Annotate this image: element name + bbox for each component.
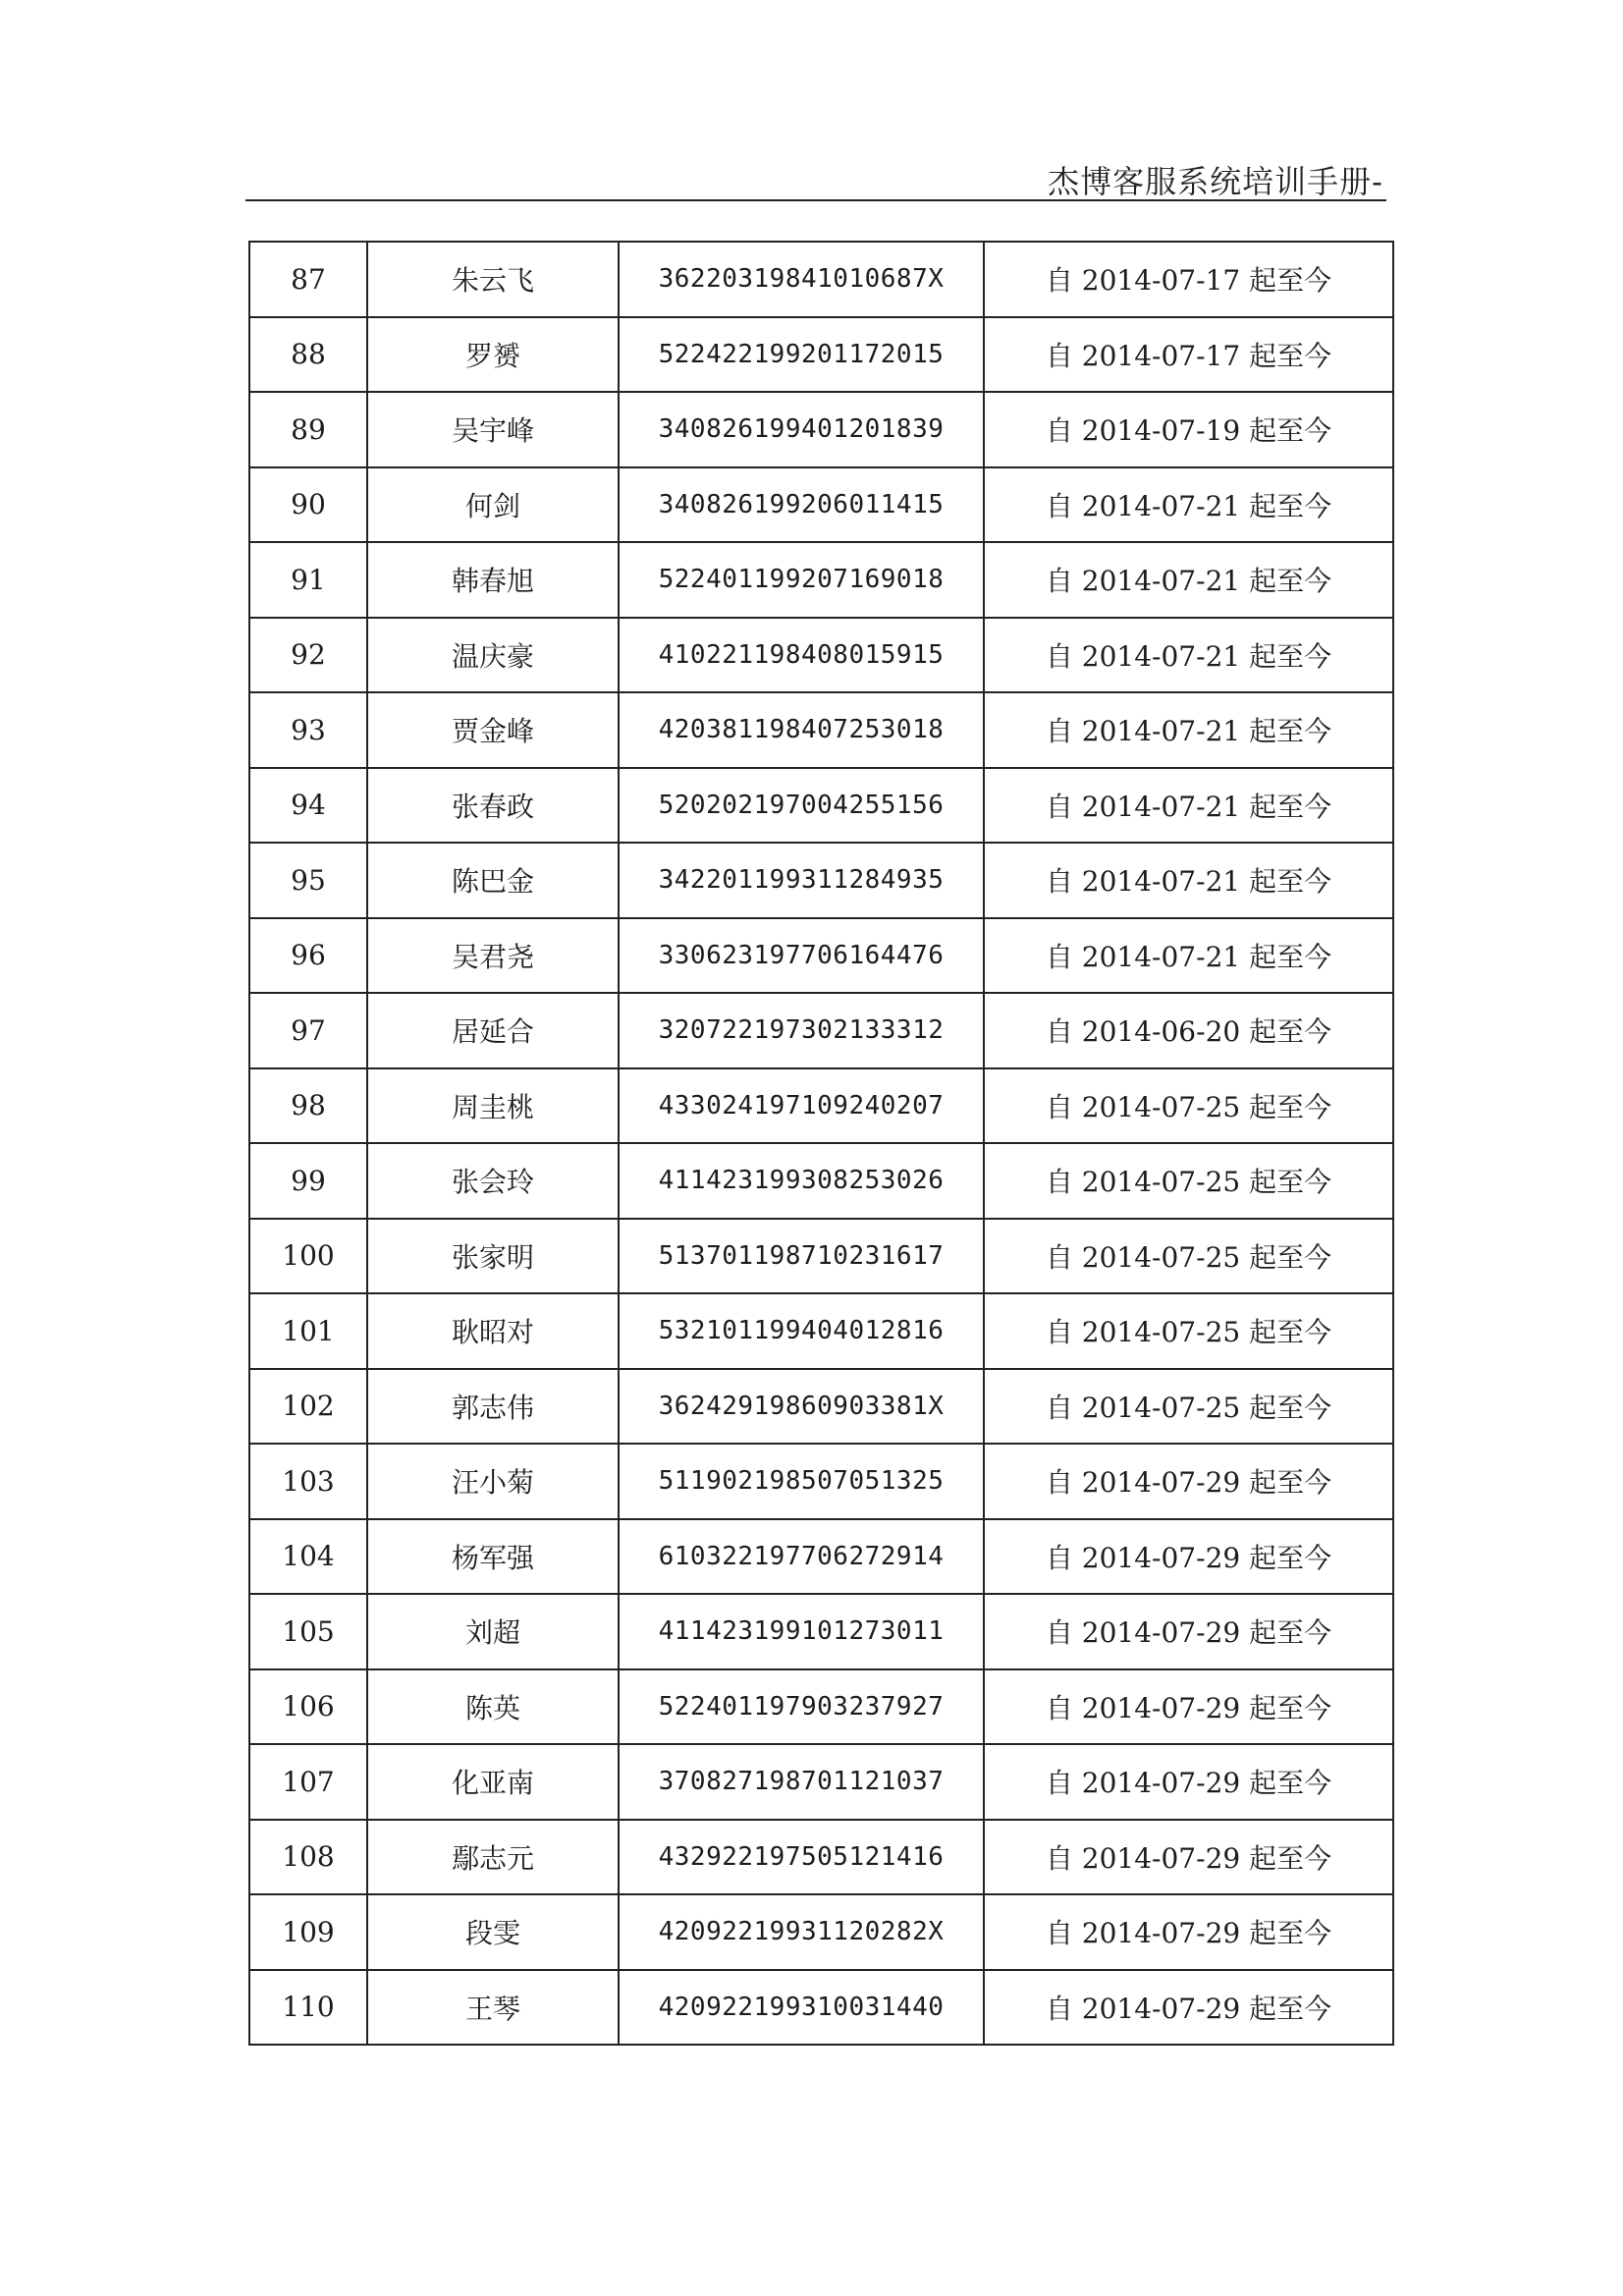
row-number-cell: 88	[249, 317, 367, 393]
employment-period-cell: 自 2014-07-21 起至今	[984, 918, 1393, 994]
employee-name-cell: 刘超	[367, 1594, 619, 1669]
employee-name-cell: 陈巴金	[367, 843, 619, 918]
row-number-cell: 91	[249, 542, 367, 618]
employee-name-cell: 郭志伟	[367, 1369, 619, 1445]
employment-period-cell: 自 2014-07-29 起至今	[984, 1594, 1393, 1669]
employment-period-cell: 自 2014-07-21 起至今	[984, 692, 1393, 768]
table-row	[249, 542, 1393, 618]
table-row	[249, 618, 1393, 693]
id-number-cell: 610322197706272914	[619, 1519, 984, 1595]
id-number-cell: 522401197903237927	[619, 1669, 984, 1745]
id-number-cell: 342201199311284935	[619, 843, 984, 918]
roster-table-body	[249, 242, 1393, 2045]
id-number-cell: 42092219931120282X	[619, 1894, 984, 1970]
row-number-cell: 107	[249, 1744, 367, 1820]
table-row	[249, 242, 1393, 317]
id-number-cell: 420381198407253018	[619, 692, 984, 768]
employment-period-cell: 自 2014-07-29 起至今	[984, 1669, 1393, 1745]
employment-period-cell: 自 2014-07-25 起至今	[984, 1068, 1393, 1144]
employee-name-cell: 杨军强	[367, 1519, 619, 1595]
row-number-cell: 95	[249, 843, 367, 918]
employee-name-cell: 耿昭对	[367, 1293, 619, 1369]
employee-name-cell: 汪小菊	[367, 1444, 619, 1519]
id-number-cell: 330623197706164476	[619, 918, 984, 994]
table-row	[249, 1519, 1393, 1595]
employee-name-cell: 罗赟	[367, 317, 619, 393]
table-row	[249, 768, 1393, 844]
id-number-cell: 420922199310031440	[619, 1970, 984, 2046]
row-number-cell: 93	[249, 692, 367, 768]
employee-name-cell: 周圭桃	[367, 1068, 619, 1144]
id-number-cell: 320722197302133312	[619, 993, 984, 1068]
employee-name-cell: 温庆豪	[367, 618, 619, 693]
employee-name-cell: 何剑	[367, 467, 619, 543]
employee-name-cell: 王琴	[367, 1970, 619, 2046]
employment-period-cell: 自 2014-07-17 起至今	[984, 242, 1393, 317]
table-row	[249, 918, 1393, 994]
roster-table	[248, 241, 1394, 2046]
employment-period-cell: 自 2014-06-20 起至今	[984, 993, 1393, 1068]
id-number-cell: 411423199101273011	[619, 1594, 984, 1669]
employee-name-cell: 张春政	[367, 768, 619, 844]
table-row	[249, 1143, 1393, 1219]
table-row	[249, 1219, 1393, 1294]
id-number-cell: 340826199401201839	[619, 392, 984, 467]
row-number-cell: 105	[249, 1594, 367, 1669]
id-number-cell: 411423199308253026	[619, 1143, 984, 1219]
employee-name-cell: 陈英	[367, 1669, 619, 1745]
employment-period-cell: 自 2014-07-29 起至今	[984, 1444, 1393, 1519]
row-number-cell: 90	[249, 467, 367, 543]
employee-name-cell: 张家明	[367, 1219, 619, 1294]
table-row	[249, 1444, 1393, 1519]
employee-name-cell: 张会玲	[367, 1143, 619, 1219]
table-row	[249, 1744, 1393, 1820]
header-title: 杰博客服系统培训手册-	[1048, 163, 1383, 200]
row-number-cell: 89	[249, 392, 367, 467]
employment-period-cell: 自 2014-07-21 起至今	[984, 618, 1393, 693]
employee-name-cell: 朱云飞	[367, 242, 619, 317]
employment-period-cell: 自 2014-07-25 起至今	[984, 1143, 1393, 1219]
id-number-cell: 520202197004255156	[619, 768, 984, 844]
employment-period-cell: 自 2014-07-17 起至今	[984, 317, 1393, 393]
row-number-cell: 104	[249, 1519, 367, 1595]
table-row	[249, 392, 1393, 467]
id-number-cell: 513701198710231617	[619, 1219, 984, 1294]
employment-period-cell: 自 2014-07-29 起至今	[984, 1519, 1393, 1595]
employment-period-cell: 自 2014-07-19 起至今	[984, 392, 1393, 467]
table-row	[249, 1669, 1393, 1745]
header-rule	[245, 199, 1386, 201]
employee-name-cell: 居延合	[367, 993, 619, 1068]
table-row	[249, 993, 1393, 1068]
id-number-cell: 511902198507051325	[619, 1444, 984, 1519]
table-row	[249, 1068, 1393, 1144]
table-row	[249, 843, 1393, 918]
table-row	[249, 1894, 1393, 1970]
table-row	[249, 1820, 1393, 1895]
id-number-cell: 433024197109240207	[619, 1068, 984, 1144]
row-number-cell: 92	[249, 618, 367, 693]
row-number-cell: 96	[249, 918, 367, 994]
row-number-cell: 109	[249, 1894, 367, 1970]
row-number-cell: 97	[249, 993, 367, 1068]
row-number-cell: 94	[249, 768, 367, 844]
employment-period-cell: 自 2014-07-21 起至今	[984, 768, 1393, 844]
table-row	[249, 692, 1393, 768]
row-number-cell: 99	[249, 1143, 367, 1219]
employee-name-cell: 段雯	[367, 1894, 619, 1970]
row-number-cell: 102	[249, 1369, 367, 1445]
row-number-cell: 100	[249, 1219, 367, 1294]
table-row	[249, 1594, 1393, 1669]
employee-name-cell: 贾金峰	[367, 692, 619, 768]
id-number-cell: 532101199404012816	[619, 1293, 984, 1369]
table-row	[249, 1293, 1393, 1369]
id-number-cell: 370827198701121037	[619, 1744, 984, 1820]
id-number-cell: 410221198408015915	[619, 618, 984, 693]
row-number-cell: 106	[249, 1669, 367, 1745]
employment-period-cell: 自 2014-07-29 起至今	[984, 1970, 1393, 2046]
employment-period-cell: 自 2014-07-29 起至今	[984, 1894, 1393, 1970]
employee-name-cell: 鄢志元	[367, 1820, 619, 1895]
row-number-cell: 98	[249, 1068, 367, 1144]
employee-name-cell: 韩春旭	[367, 542, 619, 618]
employee-name-cell: 吴君尧	[367, 918, 619, 994]
id-number-cell: 432922197505121416	[619, 1820, 984, 1895]
employment-period-cell: 自 2014-07-21 起至今	[984, 467, 1393, 543]
employment-period-cell: 自 2014-07-25 起至今	[984, 1369, 1393, 1445]
id-number-cell: 522401199207169018	[619, 542, 984, 618]
employment-period-cell: 自 2014-07-21 起至今	[984, 843, 1393, 918]
table-row	[249, 317, 1393, 393]
employment-period-cell: 自 2014-07-25 起至今	[984, 1293, 1393, 1369]
employment-period-cell: 自 2014-07-25 起至今	[984, 1219, 1393, 1294]
row-number-cell: 110	[249, 1970, 367, 2046]
table-row	[249, 1369, 1393, 1445]
employment-period-cell: 自 2014-07-29 起至今	[984, 1820, 1393, 1895]
employment-period-cell: 自 2014-07-29 起至今	[984, 1744, 1393, 1820]
id-number-cell: 522422199201172015	[619, 317, 984, 393]
employment-period-cell: 自 2014-07-21 起至今	[984, 542, 1393, 618]
row-number-cell: 108	[249, 1820, 367, 1895]
row-number-cell: 101	[249, 1293, 367, 1369]
row-number-cell: 103	[249, 1444, 367, 1519]
employee-name-cell: 化亚南	[367, 1744, 619, 1820]
employee-name-cell: 吴宇峰	[367, 392, 619, 467]
id-number-cell: 36242919860903381X	[619, 1369, 984, 1445]
row-number-cell: 87	[249, 242, 367, 317]
id-number-cell: 36220319841010687X	[619, 242, 984, 317]
table-row	[249, 467, 1393, 543]
id-number-cell: 340826199206011415	[619, 467, 984, 543]
table-row	[249, 1970, 1393, 2046]
